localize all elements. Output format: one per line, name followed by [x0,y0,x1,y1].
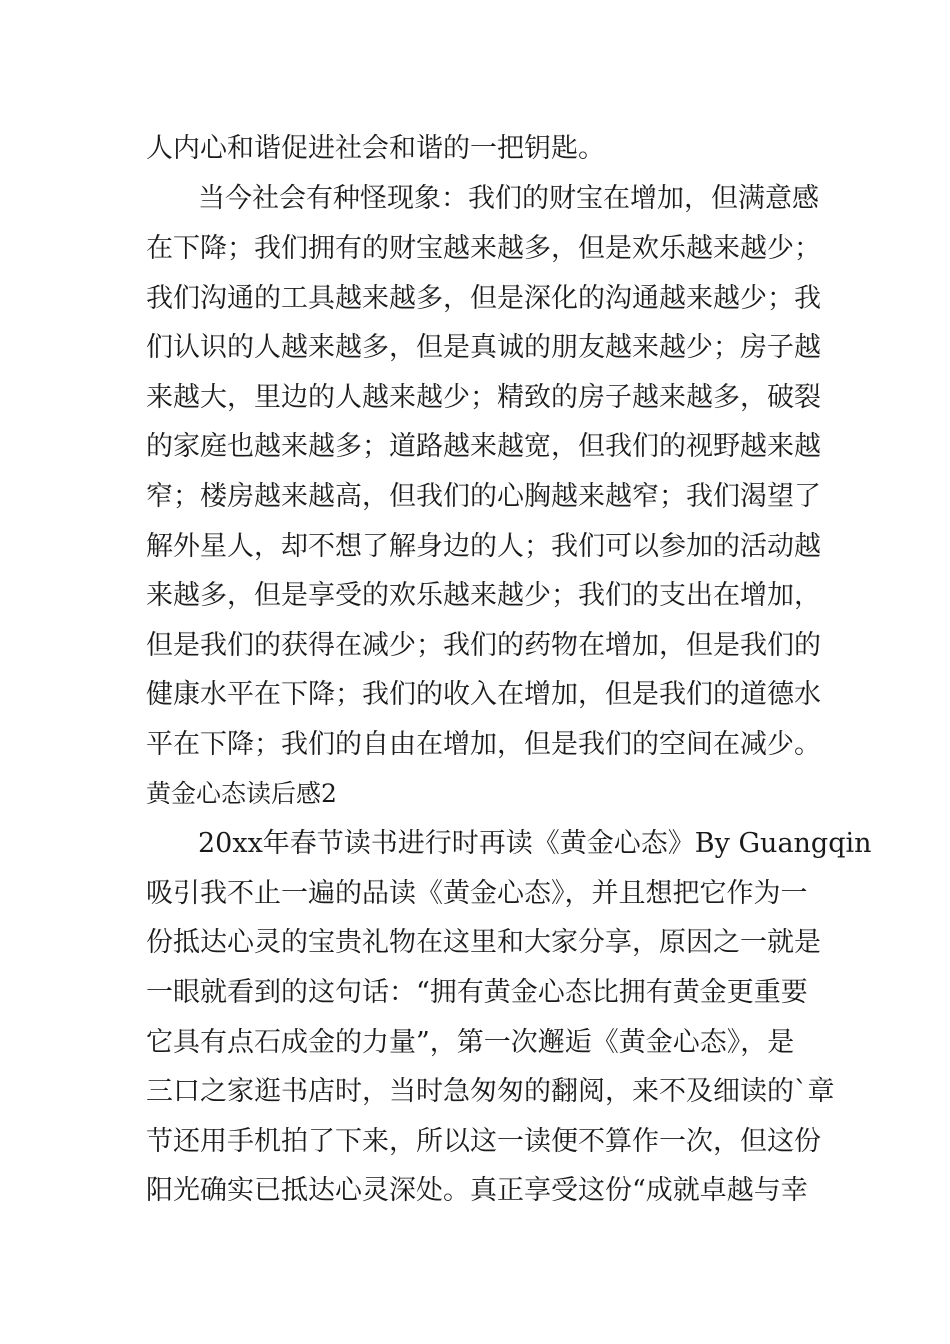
text-line: 我们沟通的工具越来越多，但是深化的沟通越来越少；我 [146,283,821,314]
text-line: 平在下降；我们的自由在增加，但是我们的空间在减少。 [146,729,821,760]
text-line: 阳光确实已抵达心灵深处。真正享受这份“成就卓越与幸 [146,1175,808,1206]
text-line: 们认识的人越来越多，但是真诚的朋友越来越少；房子越 [146,332,821,363]
text-line: 的家庭也越来越多；道路越来越宽，但我们的视野越来越 [146,431,821,462]
text-line: 三口之家逛书店时，当时急匆匆的翻阅，来不及细读的`章 [146,1076,835,1107]
section-heading: 黄金心态读后感2 [146,779,337,808]
paragraph-first-line: 当今社会有种怪现象：我们的财宝在增加，但满意感 [198,183,819,214]
text-line: 窄；楼房越来越高，但我们的心胸越来越窄；我们渴望了 [146,481,821,512]
text-line: 节还用手机拍了下来，所以这一读便不算作一次，但这份 [146,1126,821,1157]
text-line: 份抵达心灵的宝贵礼物在这里和大家分享，原因之一就是 [146,927,821,958]
text-line: 但是我们的获得在减少；我们的药物在增加，但是我们的 [146,630,821,661]
paragraph-first-line: 20xx年春节读书进行时再读《黄金心态》By Guangqin [198,828,872,859]
text-line: 来越大，里边的人越来越少；精致的房子越来越多，破裂 [146,382,821,413]
text-line: 人内心和谐促进社会和谐的一把钥匙。 [146,133,605,164]
text-line: 来越多，但是享受的欢乐越来越少；我们的支出在增加， [146,580,821,611]
text-line: 在下降；我们拥有的财宝越来越多，但是欢乐越来越少； [146,233,821,264]
text-line: 健康水平在下降；我们的收入在增加，但是我们的道德水 [146,679,821,710]
text-line: 吸引我不止一遍的品读《黄金心态》，并且想把它作为一 [146,878,808,909]
text-line: 它具有点石成金的力量”，第一次邂逅《黄金心态》，是 [146,1027,795,1058]
text-line: 一眼就看到的这句话：“拥有黄金心态比拥有黄金更重要 [146,977,808,1008]
text-line: 解外星人，却不想了解身边的人；我们可以参加的活动越 [146,531,821,562]
